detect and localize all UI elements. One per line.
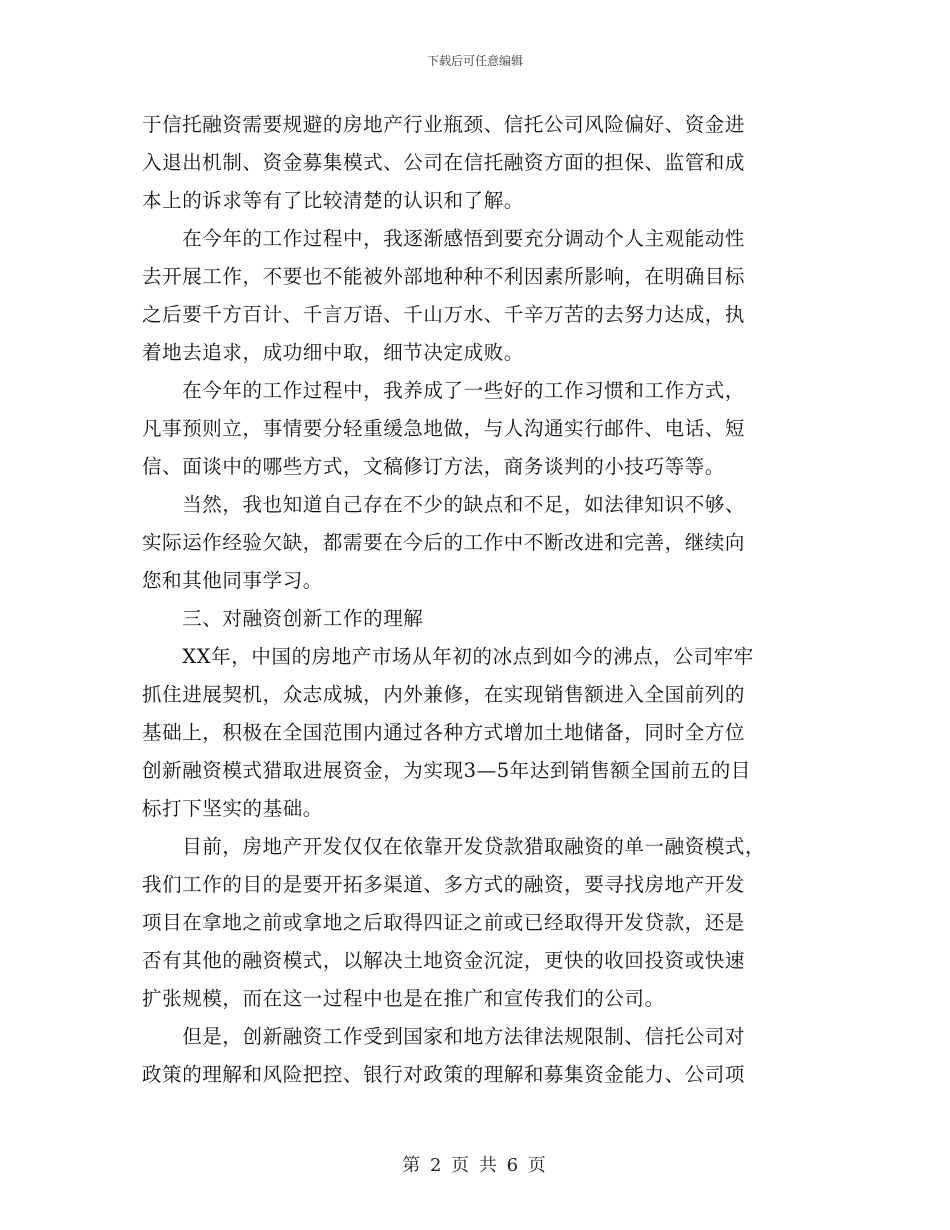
text-line: 信、面谈中的哪些方式，文稿修订方法，商务谈判的小技巧等等。 [142,455,725,478]
text-line: 在今年的工作过程中，我逐渐感悟到要充分调动个人主观能动性 [142,227,746,250]
text-line: 标打下坚实的基础。 [142,797,323,820]
text-line: XX年，中国的房地产市场从年初的冰点到如今的沸点，公司牢牢 [142,645,754,668]
text-line: 去开展工作，不要也不能被外部地种种不利因素所影响，在明确目标 [142,265,746,288]
text-line: 目前，房地产开发仅仅在依靠开发贷款猎取融资的单一融资模式， [142,835,766,858]
text-line: 本上的诉求等有了比较清楚的认识和了解。 [142,189,524,212]
page-header-note: 下载后可任意编辑 [426,54,523,68]
text-line: 凡事预则立，事情要分轻重缓急地做，与人沟通实行邮件、电话、短 [142,417,746,440]
text-line: 抓住进展契机，众志成城，内外兼修，在实现销售额进入全国前列的 [142,683,746,706]
section-heading: 三、对融资创新工作的理解 [142,607,424,630]
text-line: 之后要千方百计、千言万语、千山万水、千辛万苦的去努力达成，执 [142,303,746,326]
text-line: 我们工作的目的是要开拓多渠道、多方式的融资，要寻找房地产开发 [142,873,746,896]
text-line: 否有其他的融资模式，以解决土地资金沉淀，更快的收回投资或快速 [142,949,746,972]
text-line: 当然，我也知道自己存在不少的缺点和不足，如法律知识不够、 [142,493,746,516]
page-number: 第 2 页 共 6 页 [402,1155,548,1176]
text-line: 创新融资模式猎取进展资金，为实现3—5年达到销售额全国前五的目 [142,759,751,782]
text-line: 着地去追求，成功细中取，细节决定成败。 [142,341,524,364]
text-line: 基础上，积极在全国范围内通过各种方式增加土地储备，同时全方位 [142,721,746,744]
text-line: 您和其他同事学习。 [142,569,323,592]
text-line: 在今年的工作过程中，我养成了一些好的工作习惯和工作方式， [142,379,746,402]
document-body [142,106,796,1094]
text-line: 但是，创新融资工作受到国家和地方法律法规限制、信托公司对 [142,1025,746,1048]
text-line: 于信托融资需要规避的房地产行业瓶颈、信托公司风险偏好、资金进 [142,113,746,136]
text-line: 实际运作经验欠缺，都需要在今后的工作中不断改进和完善，继续向 [142,531,746,554]
text-line: 入退出机制、资金募集模式、公司在信托融资方面的担保、监管和成 [142,151,746,174]
text-line: 项目在拿地之前或拿地之后取得四证之前或已经取得开发贷款，还是 [142,911,746,934]
text-line: 政策的理解和风险把控、银行对政策的理解和募集资金能力、公司项 [142,1063,746,1086]
text-line: 扩张规模，而在这一过程中也是在推广和宣传我们的公司。 [142,987,665,1010]
